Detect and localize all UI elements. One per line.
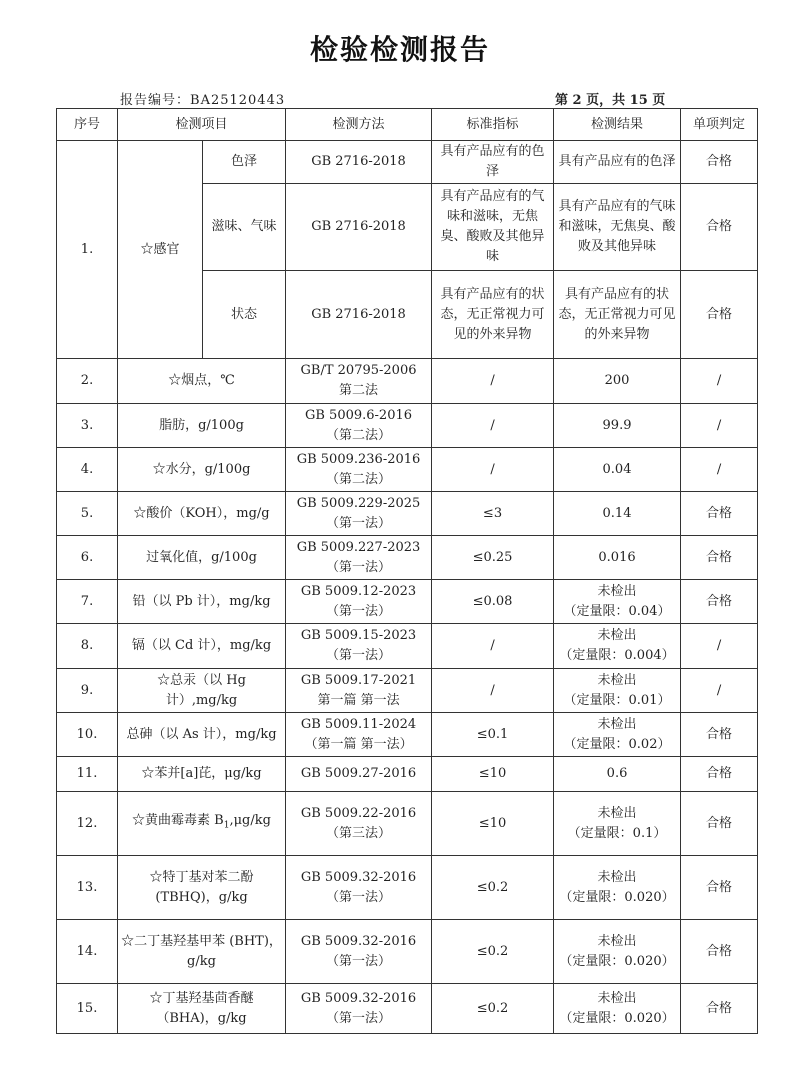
method-variant: （第二法） <box>326 471 392 487</box>
method-standard: GB/T 20795-2006 <box>300 363 417 378</box>
table-row <box>57 856 758 920</box>
header-method: 检测方法 <box>286 109 432 141</box>
method-cell <box>286 448 432 492</box>
result-limit: （定量限：0.01） <box>563 692 671 708</box>
result-limit: （定量限：0.02） <box>563 736 671 752</box>
standard-cell: 具有产品应有的气味和滋味，无焦臭、酸败及其他异味 <box>432 184 554 271</box>
row-no: 9. <box>57 669 118 713</box>
report-number <box>120 89 285 108</box>
method-cell <box>286 792 432 856</box>
result-value: 未检出 <box>597 583 637 599</box>
standard-cell: ≤0.1 <box>432 713 554 757</box>
page-current: 2 <box>572 93 582 108</box>
method-variant: （第一法） <box>326 515 392 531</box>
method-variant: （第一法） <box>326 559 392 575</box>
item-cell: ☆总汞（以 Hg 计）,mg/kg <box>118 669 286 713</box>
item-cell: ☆酸价（KOH），mg/g <box>118 492 286 536</box>
item-cell: 脂肪，g/100g <box>118 404 286 448</box>
row-no: 15. <box>57 984 118 1034</box>
method-cell <box>286 713 432 757</box>
result-value: 未检出 <box>597 716 637 732</box>
result-value: 未检出 <box>597 990 637 1006</box>
item-cell: ☆苯并[a]芘，μg/kg <box>118 757 286 792</box>
result-cell <box>554 792 681 856</box>
report-number-value: BA25120443 <box>190 93 286 108</box>
result-cell: 具有产品应有的色泽 <box>554 141 681 184</box>
method-cell: GB 2716-2018 <box>286 271 432 359</box>
result-cell <box>554 404 681 448</box>
method-variant: （第一法） <box>326 603 392 619</box>
method-cell: GB 2716-2018 <box>286 141 432 184</box>
method-cell <box>286 920 432 984</box>
method-cell <box>286 984 432 1034</box>
judgment-cell: / <box>681 448 758 492</box>
report-title: 检验检测报告 <box>309 33 490 66</box>
method-standard: GB 5009.6-2016 <box>304 407 413 423</box>
table-row <box>57 141 758 184</box>
result-value: 未检出 <box>597 869 637 885</box>
method-variant: （第一法） <box>326 648 392 663</box>
judgment-cell: 合格 <box>681 536 758 580</box>
result-cell <box>554 757 681 792</box>
method-cell <box>286 536 432 580</box>
method-cell <box>286 404 432 448</box>
row-no: 11. <box>57 757 118 792</box>
method-standard: GB 5009.229-2025 <box>296 495 421 511</box>
judgment-cell: 合格 <box>681 757 758 792</box>
sensory-item: 色泽 <box>203 141 286 184</box>
table-row <box>57 404 758 448</box>
header-item: 检测项目 <box>118 109 286 141</box>
result-value: 200 <box>604 373 630 388</box>
method-cell <box>286 757 432 792</box>
standard-cell: ≤0.2 <box>432 984 554 1034</box>
result-cell: 具有产品应有的状态，无正常视力可见的外来异物 <box>554 271 681 359</box>
table-row <box>57 624 758 669</box>
row-no: 7. <box>57 580 118 624</box>
method-standard: GB 5009.227-2023 <box>296 539 421 555</box>
header-judgment: 单项判定 <box>681 109 758 141</box>
item-cell: 过氧化值，g/100g <box>118 536 286 580</box>
result-limit: （定量限：0.04） <box>563 603 671 619</box>
sensory-item: 滋味、气味 <box>203 184 286 271</box>
row-no: 12. <box>57 792 118 856</box>
result-limit: （定量限：0.020） <box>559 889 675 905</box>
method-variant: （第一篇 第一法） <box>304 736 413 752</box>
sensory-item: 状态 <box>203 271 286 359</box>
standard-cell: / <box>432 404 554 448</box>
standard-cell: ≤10 <box>432 792 554 856</box>
table-row <box>57 757 758 792</box>
item-subscript: 1 <box>223 820 230 831</box>
row-no: 5. <box>57 492 118 536</box>
table-row <box>57 536 758 580</box>
judgment-cell: 合格 <box>681 492 758 536</box>
table-row <box>57 448 758 492</box>
method-standard: GB 5009.32-2016 <box>300 933 417 949</box>
method-standard: GB 5009.17-2021 <box>300 672 417 688</box>
row-no: 2. <box>57 359 118 404</box>
page-indicator <box>555 89 665 108</box>
result-cell <box>554 713 681 757</box>
judgment-cell: 合格 <box>681 184 758 271</box>
judgment-cell: / <box>681 359 758 404</box>
judgment-cell: 合格 <box>681 141 758 184</box>
result-value: 0.6 <box>606 766 628 781</box>
row-no: 13. <box>57 856 118 920</box>
table-row <box>57 669 758 713</box>
method-variant: （第一法） <box>326 953 392 969</box>
method-cell <box>286 856 432 920</box>
judgment-cell: / <box>681 669 758 713</box>
result-value: 未检出 <box>597 805 637 821</box>
result-limit: （定量限：0.004） <box>559 648 675 663</box>
table-row <box>57 359 758 404</box>
method-variant: 第二法 <box>339 383 379 398</box>
method-variant: （第三法） <box>326 825 392 841</box>
result-cell <box>554 624 681 669</box>
item-cell: ☆二丁基羟基甲苯 (BHT)，g/kg <box>118 920 286 984</box>
method-cell <box>286 359 432 404</box>
judgment-cell: / <box>681 404 758 448</box>
method-standard: GB 5009.11-2024 <box>300 716 417 732</box>
method-standard: GB 5009.15-2023 <box>300 628 417 643</box>
result-cell <box>554 448 681 492</box>
row-no: 4. <box>57 448 118 492</box>
item-cell: 总砷（以 As 计），mg/kg <box>118 713 286 757</box>
method-cell: GB 2716-2018 <box>286 184 432 271</box>
table-row <box>57 920 758 984</box>
item-text: ☆黄曲霉毒素 B <box>132 813 224 829</box>
method-standard: GB 5009.236-2016 <box>296 451 421 467</box>
judgment-cell: 合格 <box>681 984 758 1034</box>
result-cell <box>554 536 681 580</box>
table-row <box>57 984 758 1034</box>
item-cell: ☆烟点，℃ <box>118 359 286 404</box>
method-variant: （第一法） <box>326 1010 392 1026</box>
header-result: 检测结果 <box>554 109 681 141</box>
standard-cell: / <box>432 669 554 713</box>
result-limit: （定量限：0.020） <box>559 953 675 969</box>
standard-cell: ≤0.08 <box>432 580 554 624</box>
item-cell: ☆丁基羟基茴香醚 （BHA)，g/kg <box>118 984 286 1034</box>
row-no: 1. <box>57 141 118 359</box>
row-no: 3. <box>57 404 118 448</box>
result-cell <box>554 856 681 920</box>
standard-cell: / <box>432 624 554 669</box>
standard-cell: 具有产品应有的色泽 <box>432 141 554 184</box>
judgment-cell: 合格 <box>681 580 758 624</box>
table-row <box>57 792 758 856</box>
header-standard: 标准指标 <box>432 109 554 141</box>
item-cell: 镉（以 Cd 计），mg/kg <box>118 624 286 669</box>
header-row <box>57 109 758 141</box>
judgment-cell: 合格 <box>681 920 758 984</box>
row-no: 10. <box>57 713 118 757</box>
page-suffix: 页 <box>652 93 666 108</box>
standard-cell: / <box>432 448 554 492</box>
result-cell: 具有产品应有的气味和滋味，无焦臭、酸败及其他异味 <box>554 184 681 271</box>
result-value: 未检出 <box>597 672 637 688</box>
table-row <box>57 580 758 624</box>
sensory-group: ☆感官 <box>118 141 203 359</box>
method-variant: （第一法） <box>326 889 392 905</box>
judgment-cell: / <box>681 624 758 669</box>
result-cell <box>554 359 681 404</box>
result-value: 0.04 <box>602 461 632 477</box>
result-value: 未检出 <box>597 933 637 949</box>
result-cell <box>554 580 681 624</box>
row-no: 8. <box>57 624 118 669</box>
result-cell <box>554 984 681 1034</box>
table-row <box>57 492 758 536</box>
item-cell: ☆特丁基对苯二酚 (TBHQ)，g/kg <box>118 856 286 920</box>
item-cell <box>118 792 286 856</box>
item-cell: 铅（以 Pb 计），mg/kg <box>118 580 286 624</box>
item-unit: ,μg/kg <box>229 813 271 829</box>
method-cell <box>286 624 432 669</box>
standard-cell: ≤0.25 <box>432 536 554 580</box>
result-value: 未检出 <box>597 628 637 643</box>
row-no: 6. <box>57 536 118 580</box>
judgment-cell: 合格 <box>681 271 758 359</box>
standard-cell: / <box>432 359 554 404</box>
judgment-cell: 合格 <box>681 856 758 920</box>
result-value: 99.9 <box>602 417 632 433</box>
result-cell <box>554 669 681 713</box>
result-cell <box>554 920 681 984</box>
method-cell <box>286 669 432 713</box>
result-limit: （定量限：0.020） <box>559 1010 675 1026</box>
method-standard: GB 5009.32-2016 <box>300 869 417 885</box>
item-cell: ☆水分，g/100g <box>118 448 286 492</box>
judgment-cell: 合格 <box>681 713 758 757</box>
header-no: 序号 <box>57 109 118 141</box>
method-cell <box>286 580 432 624</box>
standard-cell: 具有产品应有的状态，无正常视力可见的外来异物 <box>432 271 554 359</box>
standard-cell: ≤0.2 <box>432 856 554 920</box>
row-no: 14. <box>57 920 118 984</box>
result-value: 0.016 <box>598 549 636 565</box>
report-number-label: 报告编号： <box>120 93 191 108</box>
method-standard: GB 5009.12-2023 <box>300 583 417 599</box>
method-standard: GB 5009.27-2016 <box>300 766 417 781</box>
standard-cell: ≤10 <box>432 757 554 792</box>
table-row <box>57 713 758 757</box>
method-standard: GB 5009.22-2016 <box>300 805 417 821</box>
method-cell <box>286 492 432 536</box>
standard-cell: ≤3 <box>432 492 554 536</box>
page-mid: 页，共 <box>586 93 626 108</box>
inspection-table <box>56 108 758 1034</box>
standard-cell: ≤0.2 <box>432 920 554 984</box>
result-value: 0.14 <box>602 505 632 521</box>
method-variant: 第一篇 第一法 <box>317 692 400 708</box>
judgment-cell: 合格 <box>681 792 758 856</box>
result-limit: （定量限：0.1） <box>567 825 667 841</box>
method-standard: GB 5009.32-2016 <box>300 990 417 1006</box>
method-variant: （第二法） <box>326 427 392 443</box>
page-total: 15 <box>629 93 648 108</box>
result-cell <box>554 492 681 536</box>
page-prefix: 第 <box>555 93 569 108</box>
